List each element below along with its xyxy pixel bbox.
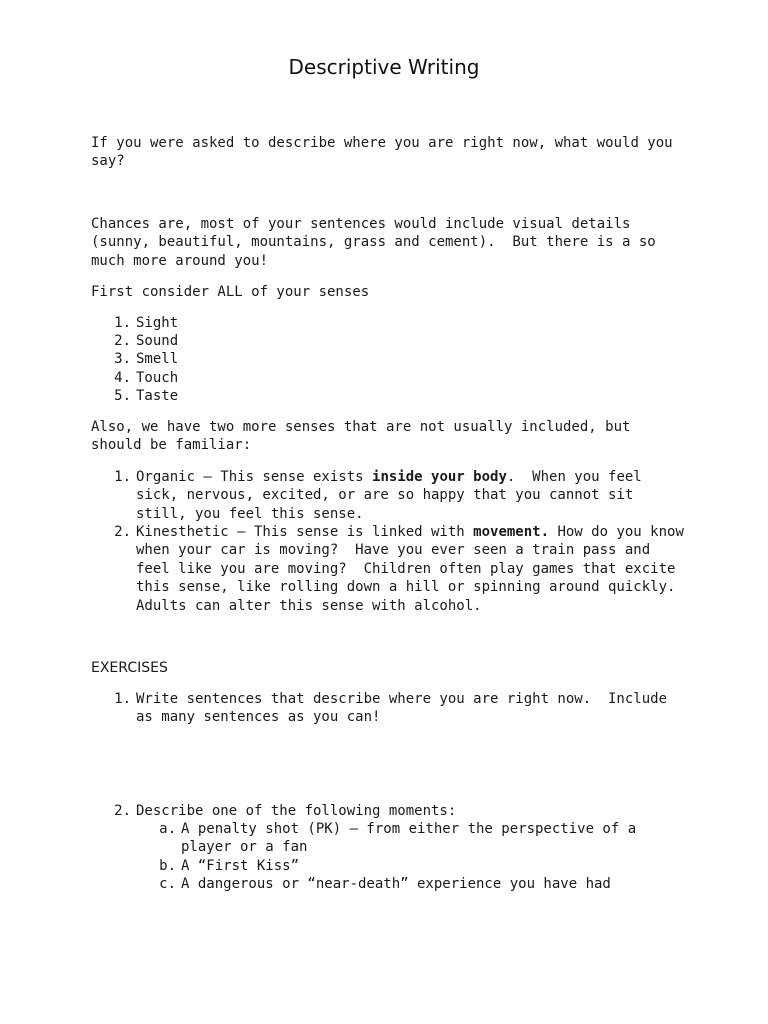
- exercise-2-line-1: Describe one of the following moments:: [136, 803, 457, 819]
- sense-num-2: 2.: [114, 333, 131, 349]
- organic-bold: inside your body: [372, 469, 507, 485]
- sense-taste: Taste: [136, 388, 179, 404]
- sense-smell: Smell: [136, 351, 179, 367]
- organic-line-3: still, you feel this sense.: [136, 505, 364, 522]
- chances-line-2: (sunny, beautiful, mountains, grass and cement). But there is a so: [91, 234, 656, 251]
- kinesthetic-line-1: [136, 523, 716, 541]
- sense-num-1: 1.: [114, 315, 131, 331]
- organic-num: 1.: [114, 469, 131, 485]
- organic-line-1-post: . When you feel: [506, 469, 642, 485]
- sense-sound: Sound: [136, 333, 179, 349]
- exercise-2b-text: A “First Kiss”: [181, 858, 300, 874]
- chances-paragraph: [91, 215, 691, 270]
- chances-line-1: Chances are, most of your sentences would include visual details: [91, 216, 631, 232]
- kinesthetic-bold: movement.: [473, 524, 550, 540]
- kinesthetic-line-1-pre: Kinesthetic – This sense is linked with: [136, 524, 474, 540]
- consider-line: First consider ALL of your senses: [91, 284, 370, 300]
- kinesthetic-line-1-post: How do you know: [549, 524, 684, 540]
- also-line-1: Also, we have two more senses that are not usually included, but: [91, 419, 631, 435]
- kinesthetic-line-5: Adults can alter this sense with alcohol.: [136, 597, 482, 614]
- exercises-heading: EXERCISES: [91, 660, 168, 676]
- kinesthetic-line-3: feel like you are moving? Children often play games that excite: [136, 560, 676, 577]
- exercise-2a-text: [181, 820, 681, 857]
- exercise-1-line-1: Write sentences that describe where you are right now. Include: [136, 691, 668, 707]
- exercise-2a-line-2: player or a fan: [181, 839, 308, 856]
- kinesthetic-line-2: when your car is moving? Have you ever seen a train pass and: [136, 542, 651, 559]
- chances-line-3: much more around you!: [91, 252, 269, 269]
- kinesthetic-num: 2.: [114, 524, 131, 540]
- sense-sight: Sight: [136, 315, 179, 331]
- also-paragraph: [91, 418, 691, 455]
- exercise-2a-num: a.: [159, 821, 176, 837]
- also-line-2: should be familiar:: [91, 437, 252, 454]
- kinesthetic-line-4: this sense, like rolling down a hill or spinning around quickly.: [136, 579, 676, 596]
- exercise-2a-line-1: A penalty shot (PK) – from either the perspective of a: [181, 821, 637, 837]
- intro-line-2: say?: [91, 153, 125, 170]
- sense-num-3: 3.: [114, 351, 131, 367]
- exercise-2c-text: A dangerous or “near-death” experience you have had: [181, 876, 611, 892]
- exercise-1-text: [136, 690, 696, 727]
- exercise-2-num: 2.: [114, 803, 131, 819]
- sense-num-4: 4.: [114, 370, 131, 386]
- exercise-1-num: 1.: [114, 691, 131, 707]
- organic-line-1: [136, 468, 696, 486]
- organic-line-2: sick, nervous, excited, or are so happy that you cannot sit: [136, 487, 634, 504]
- exercise-2b-num: b.: [159, 858, 176, 874]
- intro-line-1: If you were asked to describe where you are right now, what would you: [91, 135, 673, 151]
- exercise-2c-num: c.: [159, 876, 176, 892]
- intro-question: [91, 134, 691, 171]
- sense-touch: Touch: [136, 370, 179, 386]
- exercise-1-line-2: as many sentences as you can!: [136, 709, 381, 726]
- page-title: Descriptive Writing: [288, 55, 480, 79]
- kinesthetic-text: [136, 523, 716, 615]
- organic-text: [136, 468, 696, 523]
- sense-num-5: 5.: [114, 388, 131, 404]
- organic-line-1-pre: Organic – This sense exists: [136, 469, 373, 485]
